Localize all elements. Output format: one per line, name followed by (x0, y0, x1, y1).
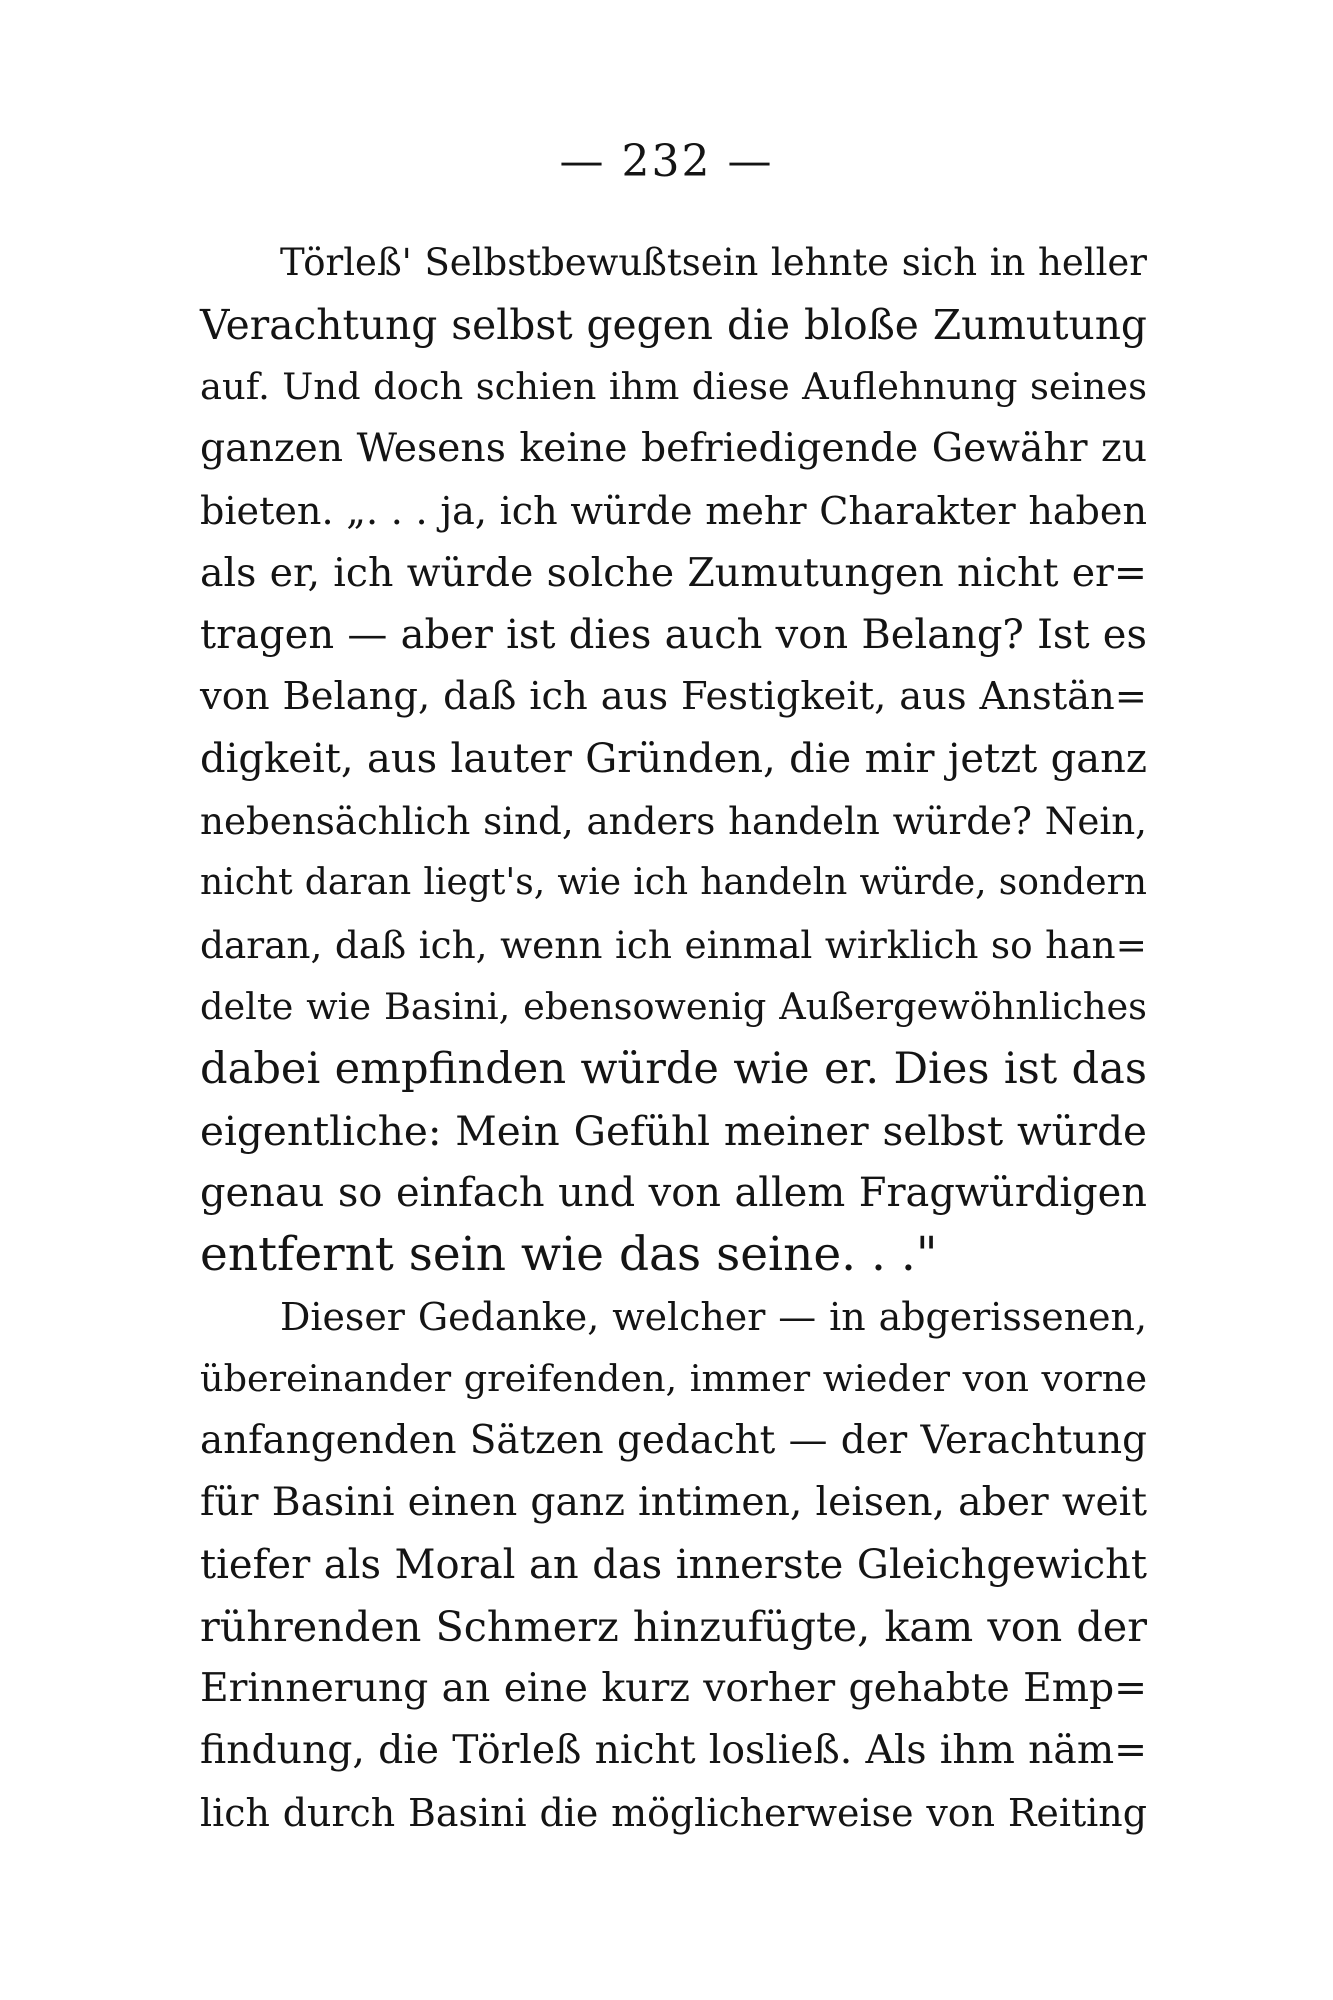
text-line: als er, ich würde solche Zumutungen nicht er= (200, 550, 1147, 596)
text-line: lich durch Basini die möglicherweise von Reiting (200, 1791, 1147, 1835)
text-line: Erinnerung an eine kurz vorher gehabte Emp= (200, 1666, 1147, 1711)
text-line: findung, die Törleß nicht losließ. Als ihm näm= (200, 1728, 1147, 1773)
text-line: Dieser Gedanke, welcher — in abgerissenen, (280, 1295, 1147, 1339)
text-line: eigentliche: Mein Gefühl meiner selbst würde (200, 1107, 1147, 1155)
paragraph-1 (200, 232, 1147, 1286)
text-line: von Belang, daß ich aus Festigkeit, aus Anstän= (200, 674, 1147, 719)
text-line: rührenden Schmerz hinzufügte, kam von der (200, 1603, 1147, 1651)
text-line: Törleß' Selbstbewußtsein lehnte sich in heller (280, 241, 1147, 284)
text-line: dabei empfinden würde wie er. Dies ist das (200, 1044, 1147, 1094)
text-line: tragen — aber ist dies auch von Belang? Ist es (200, 612, 1147, 658)
page-number: — 232 — (559, 136, 774, 187)
text-line: ganzen Wesens keine befriedigende Gewähr zu (200, 426, 1147, 471)
text-line: anfangenden Sätzen gedacht — der Verachtung (200, 1418, 1147, 1463)
text-line: für Basini einen ganz intimen, leisen, aber weit (200, 1480, 1147, 1525)
text-line: daran, daß ich, wenn ich einmal wirklich so han= (200, 923, 1147, 967)
text-line: delte wie Basini, ebensowenig Außergewöhnliches (200, 985, 1147, 1028)
paragraph-2 (200, 1286, 1147, 1844)
body-text (200, 232, 1147, 1844)
text-line: bieten. „. . . ja, ich würde mehr Charakter haben (200, 489, 1147, 533)
text-line: Verachtung selbst gegen die bloße Zumutung (200, 301, 1147, 349)
text-line: nebensächlich sind, anders handeln würde? Nein, (200, 799, 1147, 843)
text-line: auf. Und doch schien ihm diese Auflehnung seines (200, 365, 1147, 408)
text-line: übereinander greifenden, immer wieder von vorne (200, 1357, 1147, 1400)
text-line: nicht daran liegt's, wie ich handeln würde, sondern (200, 862, 1147, 903)
text-line: entfernt sein wie das seine. . ." (200, 1227, 938, 1282)
text-line: digkeit, aus lauter Gründen, die mir jetzt ganz (200, 736, 1147, 782)
text-line: tiefer als Moral an das innerste Gleichgewicht (200, 1542, 1147, 1588)
text-line: genau so einfach und von allem Fragwürdigen (200, 1170, 1147, 1216)
